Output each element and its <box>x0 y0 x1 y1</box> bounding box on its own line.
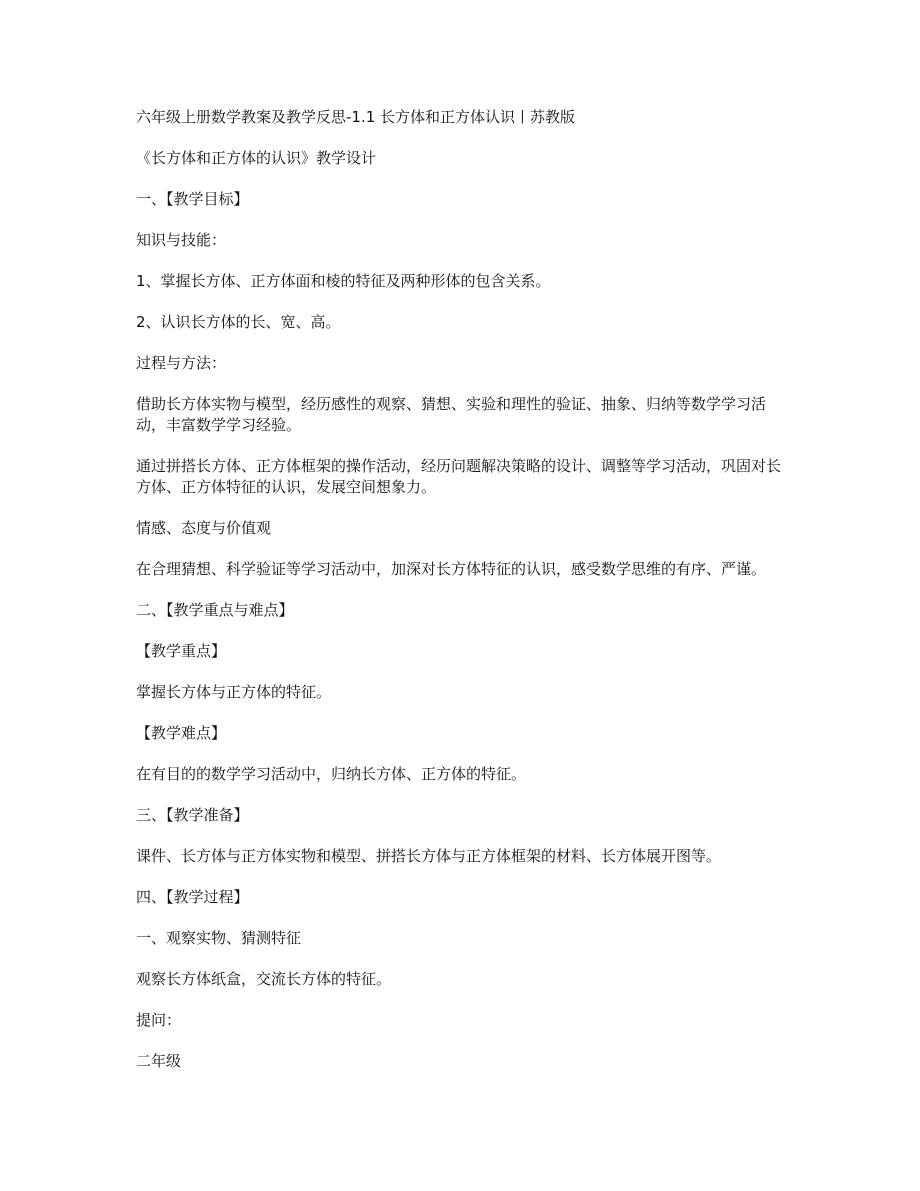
process-paragraph-1: 借助长方体实物与模型，经历感性的观察、猜想、实验和理性的验证、抽象、归纳等数学学习活动，丰富数学学习经验。 <box>136 395 767 434</box>
step-1-heading: 一、观察实物、猜测特征 <box>136 929 302 947</box>
knowledge-label: 知识与技能： <box>136 231 227 249</box>
question-label: 提问： <box>136 1011 182 1029</box>
step-1-text: 观察长方体纸盒，交流长方体的特征。 <box>136 970 392 988</box>
section-heading-preparation: 三、【教学准备】 <box>136 806 249 824</box>
section-heading-objectives: 一、【教学目标】 <box>136 190 249 208</box>
process-label: 过程与方法： <box>136 354 227 372</box>
process-paragraph-2: 通过拼搭长方体、正方体框架的操作活动，经历问题解决策略的设计、调整等学习活动，巩固对长方体、正方体特征的认识，发展空间想象力。 <box>136 457 782 496</box>
footer-text: 二年级 <box>136 1052 182 1070</box>
section-heading-key-points: 二、【教学重点与难点】 <box>136 601 294 619</box>
difficulty-label: 【教学难点】 <box>136 724 227 742</box>
key-point-text: 掌握长方体与正方体的特征。 <box>136 683 332 701</box>
emotion-label: 情感、态度与价值观 <box>136 519 272 537</box>
preparation-text: 课件、长方体与正方体实物和模型、拼搭长方体与正方体框架的材料、长方体展开图等。 <box>136 847 722 865</box>
key-point-label: 【教学重点】 <box>136 642 227 660</box>
knowledge-item-1: 1、掌握长方体、正方体面和棱的特征及两种形体的包含关系。 <box>136 272 551 290</box>
section-heading-process: 四、【教学过程】 <box>136 888 249 906</box>
emotion-paragraph: 在合理猜想、科学验证等学习活动中，加深对长方体特征的认识，感受数学思维的有序、严谨。 <box>136 560 767 578</box>
document-title: 六年级上册数学教案及教学反思-1.1 长方体和正方体认识丨苏教版 <box>136 108 576 126</box>
document-body <box>136 107 784 1072</box>
difficulty-text: 在有目的的数学学习活动中，归纳长方体、正方体的特征。 <box>136 765 527 783</box>
knowledge-item-2: 2、认识长方体的长、宽、高。 <box>136 313 341 331</box>
document-subtitle: 《长方体和正方体的认识》教学设计 <box>136 149 377 167</box>
